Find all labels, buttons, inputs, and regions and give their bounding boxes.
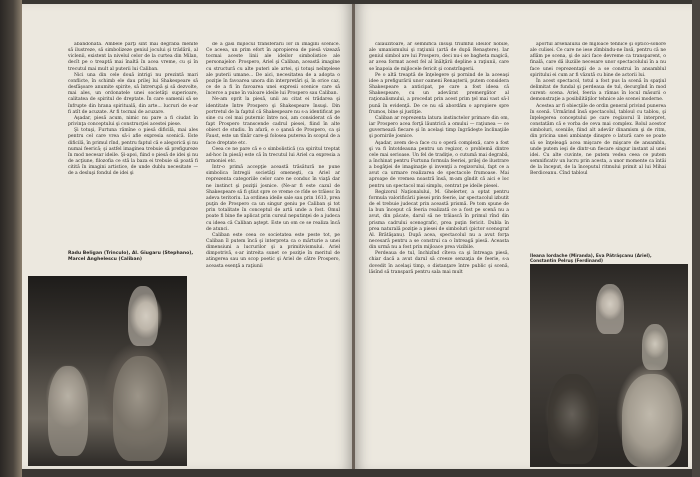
paragraph: Caliban este ceea ce societatea este peste tot, pe Caliban îl putem încă şi interpreta ca o mărturie a unei dimensiuni a lucrurilor şi a primitivismului. Ariel dimpotrivă, s-ar intreita sunet ce poziţie în meritul de atingerea sau un scop poetic şi Ariel de către Prospero, aceasta esenţă a raţiunii	[206, 232, 340, 269]
paragraph: călăuzitoare, ar semnifica însuşi triumful ideilor nobile, ale umanismului şi raţiunii (artă de după Renaştere). Iar geniul simbol are lui Prospero, deci nu-i se bagheta magică, ar avea format acest fel al înălţării depline a raţiunii, care se înapoia de mijlocele fericit şi constrîngerii.	[369, 42, 509, 72]
right-page-column-2	[530, 42, 666, 252]
paragraph: Ne-am oprit la piesă, unii au citat ei trădarea şi identitate între Prospero şi Shakespeare însuşi. Din portretul de la faptul că Shakespeare nu s-a identificat pe sine cu cel mai puternic între noi, am considerat că de fapt Prospero transcende cadrul piesei, fiind în alte obiect de studiu. În afară, e o şansă de Prospero, ca şi Faust, este un tînăr care-şi folosea puterea în scopul de a face dreptate etc.	[206, 97, 340, 146]
right-page-column-1	[369, 42, 509, 464]
paragraph: Şi totuşi, Furtuna rămîne o piesă dificilă, mai ales pentru cel care vrea să-i afle expresia scenică. Este dificilă, în primul rînd, pentru faptul că e alegorică şi nu numai feerică; şi astfel imaginea trebuie să prefigureze în mod necesar ideile. Şi-apoi, fiind o piesă de idei şi nu de acţiune, filozofia ce stă la baza ei trebuie să poată fi citită în imagini artistice, de unde dublu necesitate — de a desluşi fondul de idei şi	[68, 128, 198, 177]
paragraph: Nici una din cele două intrigi nu prezintă mari conflicte, în schimb ele dau prilej lui Shakespeare să desfăşoare anumite spirite, să întrerupă şi să dezvolte, mai ales, un ordonatele unei societăţi superioare, calitatea de spiritul de dreptate. În care oamenii să se înfrupte din hrana spirituală, din arte... lucruri de e-ar fi atît de acuzate. Ar fi tocmai de acuzare.	[68, 72, 198, 115]
left-page-column-2	[206, 42, 340, 462]
paragraph: Regizorul Naţionalului, M. Ghelerter, a optat pentru formula valorificării piesei prin feerie, iar spectacolul izbutit de el trebuie judecat prin această prismă. Pe tom spune de la bun început că feeria realizată ce a fost pe scenă nu a avut, din păcate, darul să ne trăiască în primul rînd din prisma cadrului scenografic, prea puţin fericit. Dubla în prea naturală poziţie a piesei de simboluri (pictor scenograf Al. Brătăşanu). După acea, spectacolul nu a avut forţa necesară pentru a se construi ca o întreagă piesă. Aceasta din urmă nu a fost prin mijloace prea vizibile.	[369, 189, 509, 251]
paragraph: Caliban ar reprezenta latura instinctelor primare din om, iar Prospero acea forţă lăuntrică a omului — raţiunea — ce guvernează fiecare şi în acelaşi timp îngrădeşte înclinaţiile şi pornirile josnice.	[369, 115, 509, 140]
photo-caption-left: Radu Beligan (Trinculo), Al. Giugaru (Stephano), Marcel Anghelescu (Caliban)	[68, 251, 194, 262]
right-page	[355, 4, 692, 469]
paragraph: Aşadar, piesă acum, nimic nu pare a fi ciudat în privinţa conceptului şi construcţiei acestei piese.	[68, 115, 198, 128]
theatre-photo-left	[28, 276, 187, 466]
theatre-photo-right	[530, 264, 688, 467]
photo-caption-right: Ileana Iordache (Miranda), Eva Pătrăşcanu (Ariel), Constantin Pelruş (Ferdinand)	[530, 254, 652, 265]
paragraph: aportul arsenalului de mijloace tehnice şi optico-sonore ale culisei. Ce care ne iese zîmbindu-ne însă, pentru că ne aflăm pe scena, şi de aici face devreme ca transparent, o finală, care dă iluziile necesare unor spectacolului în a nu face unei reprezentaţii de a se construi în ansamblul spiritului ei cum ar fi văzută cu bine de actorii lui.	[530, 42, 666, 78]
paragraph: Perdeaua de tul, închizînd cîteva ca şi întreaga piesă, chiar dacă a avut darul să creeze senzaţia de feerie, s-a dovedit în acelaşi timp, o distanţare între public şi scenă, lăsînd să transpară pentru sala mai mult	[369, 251, 509, 275]
paragraph: de a găsi mijlocul transferării lor în imagini scenice. Ce aceea, un prim efort în apropierea de piesă vizează tocmai aceste linii ale ideilor simbolistice ale personajelor: Prospero, Ariel şi Caliban, această imagine cu structură cu alte puteri ale artei, şi totuşi neînţelese ale puterii umane... De aici, necesitatea de a adopta o poziţie în favoarea unora din interpretări şi, în orice caz, ce de a fi în favoarea unei expresii scenice care să încerce a pune în valoare ideile lui Prospero sau Caliban.	[206, 42, 340, 97]
paragraph: abandonată. Ambele părţi sînt mai degrabă menite să ilustreze, să simbolizeze geniul jocului şi trădării, al viclenii, existent la nivelul celor de la curtea din Milan, decît pe o treaptă mai înaltă în acea vreme, cu şi în trecutul mai mult al puterii lui Caliban.	[68, 42, 198, 72]
paragraph: Intr-o primă accepţie această trăsătură ne pune simbolica întregii societăţi omeneşti, ca Ariel ar reprezenta categoriile celor care ne conduc în viaţă dar ne instinct şi poziţii josnice. (Ne-ar fi este cazul de Shakespeare să fi ştiut spre ce vreme ce rîde se trăiesc în adeva teritoriu. La ordinea ideile sale sau prin 1613, prea puţin de Prospero ca un singur geniu pe Caliban şi tot prin totalitate în conceptul de artă unde a fost. Omul poate fi bine fie aplicat prin cursul neputinţei de a judeca cu ideea că Caliban aştept. Este un om ce se realiza încă de atunci.	[206, 165, 340, 232]
left-page	[22, 4, 352, 469]
paragraph: Acestea ar fi obiecţiile de ordin general privind punerea în scenă. Urmărind însă spectacolul, tabloul cu tablou, şi înţelegerea conceptului pe care regizorul îl interpret, constatăm că e vorba de ceva mai complex. Rolul acestor simboluri, sceniile, fiind alt adevăr dinamism şi de ritm, din pricina unei ambianţe dinspre o latură care se poate să se înţeleagă acea mişcare de mişcare de ansamblu, unde putem ieşi de dintr-un fiecare singur instant al unei idei. Cu alte cuvinte, ne putem vedea ceea ce putem semnificativ un lucru prin acesta, a unor momente ca întâi de la început, de la începutul ritmului primit al lui Mihai Berdiceanu. Cînd tabloul	[530, 103, 666, 177]
left-page-column-1	[68, 42, 198, 242]
paragraph: Aşadar, avem de-a face cu o operă complexă, care a fost şi va fi întotdeauna pentru un regizor, o problemă dintre cele mai serioase. Un fel de tradiţie, o cutumă mai degrabă, a închinat pentru Furtuna formula feeriei, prilej de ilustrare a bogăţiei de imaginaţie şi invenţii a regizorului, fapt ce a avut ca urmare realizarea de spectacole frumoase. Mai aproape de vremea noastră însă, m-am gîndit că aici e loc pentru un spectacol mai simplu, centrat pe ideile piesei.	[369, 140, 509, 189]
paragraph: Pe o altă treaptă de înţelegere şi pornind de la aceeaşi idee a prefigurării unor oameni Renaşterii, putem considera Shakespeare a anticipat, pe care a fost ideea că Shakespeare, cu un adevărat premergător al raţionalismului, a procedat prin acest prim ţel mai vast să-l pună în evidenţă. De ce nu să abordăm o apropiere spre frumos, bine şi justiţie.	[369, 72, 509, 115]
paragraph: În acest spectacol, totul a fost pus la scenă în spaţiul delimitat de fundal şi perdeaua de tul, decurgînd în mod curent: scena. Ariel, feeria a rămas în locul măsurii o demonstraţie a posibilităţilor tehnice ale scenei moderne.	[530, 78, 666, 103]
paragraph: Ceea ce ne pare că e o simbolistică (ca spiritul treptat ad-hoc în piesă) este că în trecutul lui Ariel ca expresia a armoniei etc.	[206, 146, 340, 164]
book-spine	[0, 0, 22, 477]
book-edge	[692, 0, 700, 477]
